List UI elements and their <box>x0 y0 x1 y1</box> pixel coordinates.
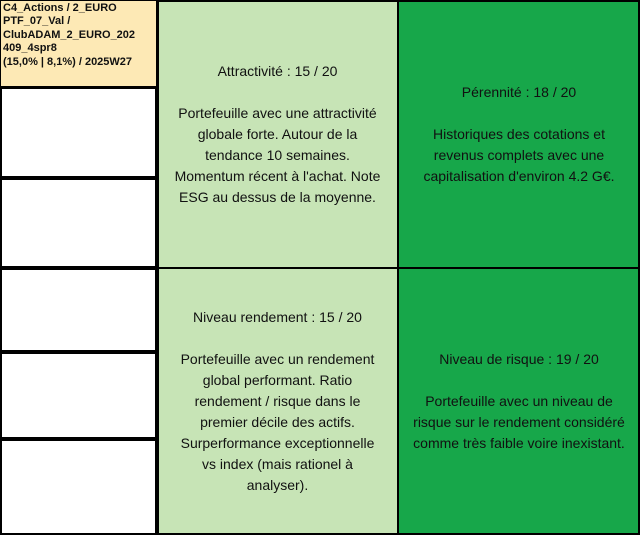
perennite-body: Historiques des cotations et revenus complets avec une capitalisation d'environ 4.2 G€. <box>423 125 615 184</box>
header-line-1: C4_Actions / 2_EURO <box>3 2 117 14</box>
perennite-cell <box>398 0 640 268</box>
blank-cell-2 <box>0 178 157 268</box>
rendement-body: Portefeuille avec un rendement global performant. Ratio rendement / risque dans le premier décile des actifs. Surperformance exceptionnelle vs index (mais rationel à analyser). <box>180 351 375 493</box>
perennite-title: Pérennité : 18 / 20 <box>461 83 577 100</box>
blank-cell-4 <box>0 352 157 439</box>
risque-title: Niveau de risque : 19 / 20 <box>439 351 599 367</box>
rendement-cell <box>157 268 398 535</box>
header-line-3: ClubADAM_2_EURO_202 <box>3 28 136 41</box>
risque-body: Portefeuille avec un niveau de risque sur le rendement considéré comme très faible voire inexistant. <box>413 393 625 451</box>
rendement-title: Niveau rendement : 15 / 20 <box>193 309 362 325</box>
blank-cell-1 <box>0 87 157 178</box>
attractivite-cell <box>157 0 398 268</box>
header-line-2: PTF_07_Val / <box>3 15 71 28</box>
attractivite-body: Portefeuille avec une attractivité globale forte. Autour de la tendance 10 semaines. Momentum récent à l'achat. Note ESG au dessus de la moyenne. <box>174 104 381 205</box>
blank-cell-3 <box>0 268 157 352</box>
header-line-4: 409_4spr8 <box>3 42 57 55</box>
portfolio-header-cell <box>0 0 157 87</box>
risque-cell <box>398 268 640 535</box>
attractivite-title: Attractivité : 15 / 20 <box>217 62 338 79</box>
header-line-5: (15,0% | 8,1%) / 2025W27 <box>3 55 133 68</box>
blank-cell-5 <box>0 439 157 535</box>
